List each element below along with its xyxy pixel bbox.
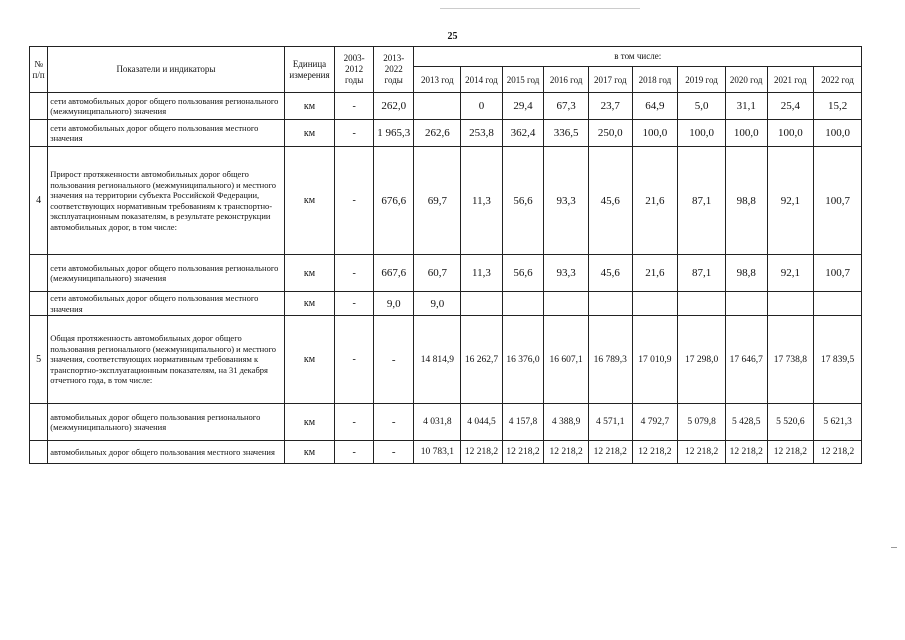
row-period-2013-2022: 262,0: [373, 93, 414, 120]
row-year-value: 4 571,1: [588, 404, 632, 441]
row-year-value: 12 218,2: [725, 441, 767, 464]
row-year-value: [632, 292, 678, 316]
row-unit: км: [284, 404, 335, 441]
row-year-value: 4 031,8: [414, 404, 461, 441]
row-year-value: 21,6: [632, 255, 678, 292]
row-year-value: 21,6: [632, 147, 678, 255]
row-period-2013-2022: -: [373, 404, 414, 441]
row-year-value: 87,1: [678, 255, 726, 292]
row-year-value: [767, 292, 814, 316]
header-year: 2022 год: [814, 67, 862, 93]
table-row: [30, 292, 862, 316]
row-year-value: 0: [461, 93, 503, 120]
header-year: 2018 год: [632, 67, 678, 93]
row-unit: км: [284, 441, 335, 464]
row-period-2013-2022: 676,6: [373, 147, 414, 255]
row-year-value: 4 792,7: [632, 404, 678, 441]
row-year-value: 5 079,8: [678, 404, 726, 441]
row-year-value: 262,6: [414, 120, 461, 147]
row-year-value: 92,1: [767, 147, 814, 255]
table-row: [30, 441, 862, 464]
header-period-2003-2012: 2003-2012 годы: [335, 47, 374, 93]
row-label: сети автомобильных дорог общего пользования регионального (межмуниципального) значения: [48, 255, 284, 292]
row-period-2013-2022: 667,6: [373, 255, 414, 292]
header-year: 2019 год: [678, 67, 726, 93]
row-year-value: [725, 292, 767, 316]
row-year-value: 12 218,2: [544, 441, 589, 464]
row-year-value: 17 738,8: [767, 316, 814, 404]
table-row: [30, 93, 862, 120]
row-year-value: [461, 292, 503, 316]
header-indicators: Показатели и индикаторы: [48, 47, 284, 93]
header-num: № п/п: [30, 47, 48, 93]
header-year: 2017 год: [588, 67, 632, 93]
row-year-value: 362,4: [502, 120, 544, 147]
header-year: 2020 год: [725, 67, 767, 93]
row-number: [30, 441, 48, 464]
row-year-value: 336,5: [544, 120, 589, 147]
row-year-value: 4 388,9: [544, 404, 589, 441]
row-year-value: 16 262,7: [461, 316, 503, 404]
row-year-value: [814, 292, 862, 316]
row-year-value: 9,0: [414, 292, 461, 316]
row-year-value: 67,3: [544, 93, 589, 120]
row-year-value: 64,9: [632, 93, 678, 120]
page-number: 25: [447, 31, 458, 42]
row-year-value: 25,4: [767, 93, 814, 120]
header-year: 2014 год: [461, 67, 503, 93]
row-year-value: 56,6: [502, 255, 544, 292]
row-year-value: 10 783,1: [414, 441, 461, 464]
row-year-value: 4 044,5: [461, 404, 503, 441]
row-year-value: 100,0: [632, 120, 678, 147]
row-number: 5: [30, 316, 48, 404]
row-year-value: 12 218,2: [588, 441, 632, 464]
row-year-value: 92,1: [767, 255, 814, 292]
row-year-value: 93,3: [544, 255, 589, 292]
row-year-value: 14 814,9: [414, 316, 461, 404]
row-period-2013-2022: 9,0: [373, 292, 414, 316]
row-unit: км: [284, 292, 335, 316]
row-year-value: 45,6: [588, 255, 632, 292]
row-period-2003-2012: -: [335, 441, 374, 464]
row-year-value: 5 621,3: [814, 404, 862, 441]
header-including: в том числе:: [414, 47, 862, 67]
row-year-value: 56,6: [502, 147, 544, 255]
row-number: 4: [30, 147, 48, 255]
row-year-value: [414, 93, 461, 120]
row-year-value: 100,0: [725, 120, 767, 147]
row-year-value: 98,8: [725, 147, 767, 255]
row-year-value: 17 646,7: [725, 316, 767, 404]
row-year-value: 60,7: [414, 255, 461, 292]
row-label: Прирост протяженности автомобильных дорог общего пользования регионального (межмуниципального) и местного значения на территории субъекта Российской Федерации, соответствующих нормативным требованиям к транспортно-эксплуатационным показателям, в результате реконструкции автомобильных дорог, в том числе:: [48, 147, 284, 255]
row-year-value: [544, 292, 589, 316]
row-period-2003-2012: -: [335, 120, 374, 147]
row-unit: км: [284, 147, 335, 255]
table-row: [30, 404, 862, 441]
row-year-value: 29,4: [502, 93, 544, 120]
scan-artifact: [891, 547, 897, 548]
row-year-value: 16 607,1: [544, 316, 589, 404]
row-year-value: 5,0: [678, 93, 726, 120]
row-period-2003-2012: -: [335, 93, 374, 120]
row-year-value: 17 010,9: [632, 316, 678, 404]
row-year-value: 23,7: [588, 93, 632, 120]
row-year-value: 98,8: [725, 255, 767, 292]
row-year-value: 16 376,0: [502, 316, 544, 404]
header-year: 2013 год: [414, 67, 461, 93]
row-period-2003-2012: -: [335, 316, 374, 404]
row-year-value: 11,3: [461, 147, 503, 255]
row-unit: км: [284, 255, 335, 292]
row-label: сети автомобильных дорог общего пользования местного значения: [48, 292, 284, 316]
header-year: 2021 год: [767, 67, 814, 93]
row-year-value: 31,1: [725, 93, 767, 120]
header-year: 2015 год: [502, 67, 544, 93]
row-number: [30, 292, 48, 316]
row-unit: км: [284, 316, 335, 404]
row-number: [30, 120, 48, 147]
row-unit: км: [284, 93, 335, 120]
row-year-value: [678, 292, 726, 316]
row-period-2003-2012: -: [335, 404, 374, 441]
indicators-table: [29, 46, 862, 464]
row-label: сети автомобильных дорог общего пользования местного значения: [48, 120, 284, 147]
row-label: автомобильных дорог общего пользования регионального (межмуниципального) значения: [48, 404, 284, 441]
header-year: 2016 год: [544, 67, 589, 93]
row-period-2013-2022: 1 965,3: [373, 120, 414, 147]
row-year-value: 17 839,5: [814, 316, 862, 404]
row-label: сети автомобильных дорог общего пользования регионального (межмуниципального) значения: [48, 93, 284, 120]
row-year-value: 17 298,0: [678, 316, 726, 404]
row-year-value: 100,0: [767, 120, 814, 147]
row-year-value: 12 218,2: [767, 441, 814, 464]
row-period-2003-2012: -: [335, 147, 374, 255]
row-year-value: 253,8: [461, 120, 503, 147]
row-year-value: 100,7: [814, 147, 862, 255]
header-unit: Единица измерения: [284, 47, 335, 93]
row-year-value: 12 218,2: [814, 441, 862, 464]
header-period-2013-2022: 2013-2022 годы: [373, 47, 414, 93]
row-year-value: 5 520,6: [767, 404, 814, 441]
row-year-value: 11,3: [461, 255, 503, 292]
scan-edge-line: [440, 8, 640, 9]
table-row: [30, 255, 862, 292]
row-year-value: 12 218,2: [632, 441, 678, 464]
row-year-value: 12 218,2: [502, 441, 544, 464]
row-year-value: 12 218,2: [461, 441, 503, 464]
row-unit: км: [284, 120, 335, 147]
row-period-2013-2022: -: [373, 441, 414, 464]
row-year-value: [588, 292, 632, 316]
row-year-value: 100,0: [814, 120, 862, 147]
row-year-value: 4 157,8: [502, 404, 544, 441]
row-period-2003-2012: -: [335, 255, 374, 292]
row-label: Общая протяженность автомобильных дорог общего пользования регионального (межмуниципального) и местного значения, соответствующих нормативным требованиям к транспортно-эксплуатационным показателям, на 31 декабря отчетного года, в том числе:: [48, 316, 284, 404]
row-label: автомобильных дорог общего пользования местного значения: [48, 441, 284, 464]
row-number: [30, 93, 48, 120]
row-year-value: 16 789,3: [588, 316, 632, 404]
row-year-value: 100,7: [814, 255, 862, 292]
row-year-value: 93,3: [544, 147, 589, 255]
row-year-value: 250,0: [588, 120, 632, 147]
row-year-value: 45,6: [588, 147, 632, 255]
row-year-value: 69,7: [414, 147, 461, 255]
row-period-2013-2022: -: [373, 316, 414, 404]
table-body: [30, 93, 862, 464]
table-row: [30, 120, 862, 147]
row-year-value: 87,1: [678, 147, 726, 255]
row-number: [30, 255, 48, 292]
table-row: [30, 316, 862, 404]
row-year-value: 5 428,5: [725, 404, 767, 441]
row-year-value: 12 218,2: [678, 441, 726, 464]
row-period-2003-2012: -: [335, 292, 374, 316]
row-number: [30, 404, 48, 441]
row-year-value: 15,2: [814, 93, 862, 120]
row-year-value: 100,0: [678, 120, 726, 147]
row-year-value: [502, 292, 544, 316]
table-row: [30, 147, 862, 255]
